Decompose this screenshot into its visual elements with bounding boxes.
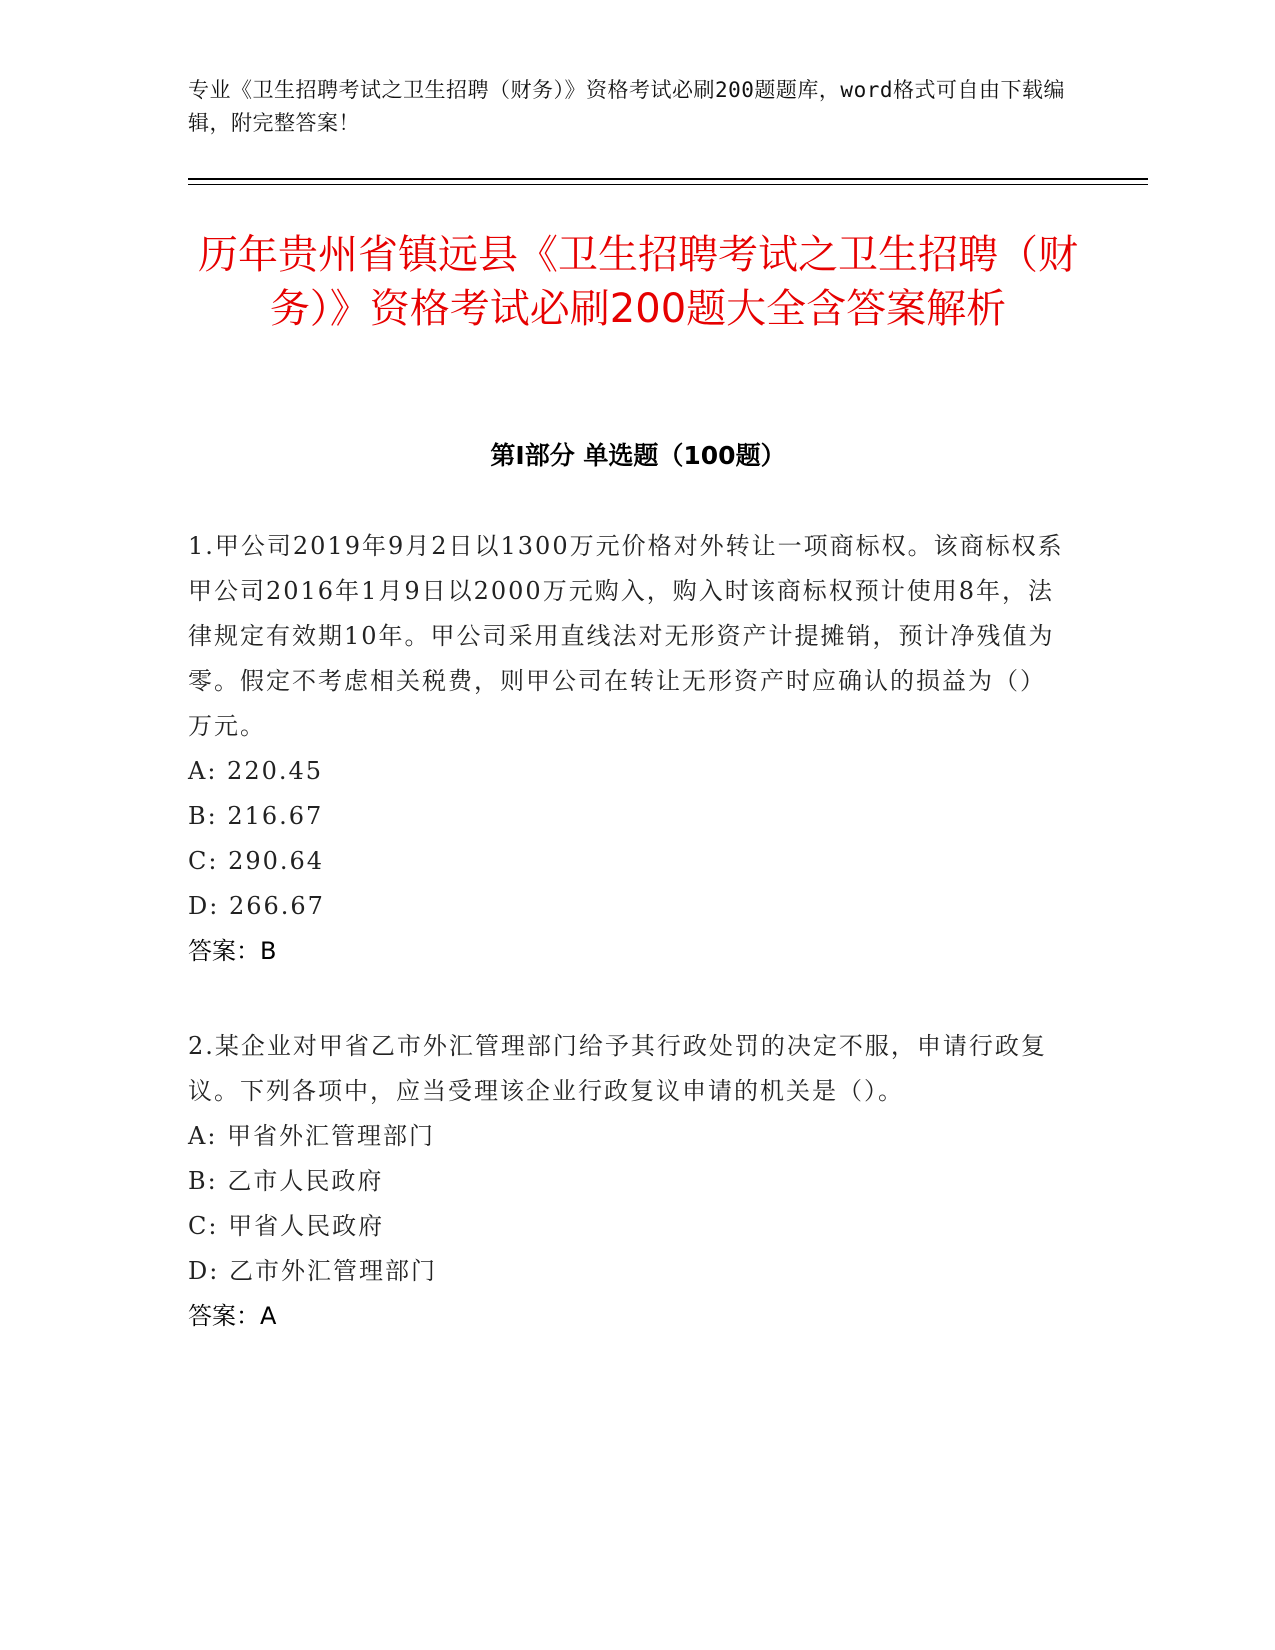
option-c: C: 290.64 <box>188 847 325 875</box>
document-title: 历年贵州省镇远县《卫生招聘考试之卫生招聘（财务）》资格考试必刷200题大全含答案解析 <box>198 232 1078 332</box>
question-1 <box>188 524 1068 974</box>
option-a: A: 甲省外汇管理部门 <box>188 1122 436 1150</box>
question-2 <box>188 1024 1068 1339</box>
option-b: B: 乙市人民政府 <box>188 1167 384 1195</box>
header-divider-thick <box>188 178 1148 180</box>
option-c: C: 甲省人民政府 <box>188 1212 385 1240</box>
question-stem: 2.某企业对甲省乙市外汇管理部门给予其行政处罚的决定不服，申请行政复议。下列各项中，应当受理该企业行政复议申请的机关是（）。 <box>188 1032 1047 1105</box>
header-divider-thin <box>188 184 1148 185</box>
answer: 答案：A <box>188 1302 277 1330</box>
answer: 答案：B <box>188 937 277 965</box>
header-note: 专业《卫生招聘考试之卫生招聘（财务）》资格考试必刷200题题库，word格式可自由下载编辑，附完整答案！ <box>188 78 1065 135</box>
option-d: D: 乙市外汇管理部门 <box>188 1257 437 1285</box>
option-b: B: 216.67 <box>188 802 324 830</box>
option-d: D: 266.67 <box>188 892 325 920</box>
option-a: A: 220.45 <box>188 757 324 785</box>
section-title: 第I部分 单选题（100题） <box>490 441 786 470</box>
question-stem: 1.甲公司2019年9月2日以1300万元价格对外转让一项商标权。该商标权系甲公司2016年1月9日以2000万元购入，购入时该商标权预计使用8年，法律规定有效期10年。甲公司采用直线法对无形资产计提摊销，预计净残值为零。假定不考虑相关税费，则甲公司在转让无形资产时应确认的损益为（）万元。 <box>188 532 1064 740</box>
